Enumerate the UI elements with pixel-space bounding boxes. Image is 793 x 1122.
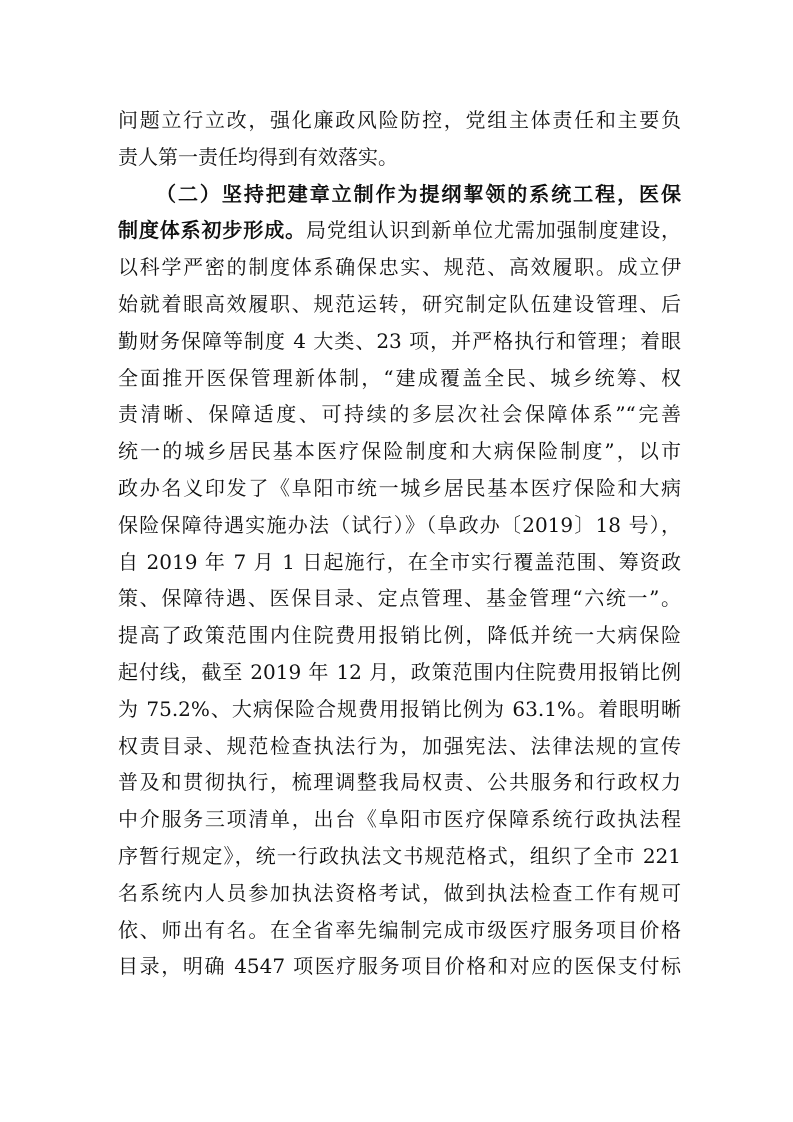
text-line: 起付线，截至 2019 年 12 月，政策范围内住院费用报销比例 (118, 659, 681, 684)
text-line: 全面推开医保管理新体制，“建成覆盖全民、城乡统筹、权 (118, 365, 681, 390)
text-line: 自 2019 年 7 月 1 日起施行，在全市实行覆盖范围、筹资政 (118, 549, 681, 574)
text-line: 权责目录、规范检查执法行为，加强宪法、法律法规的宣传 (118, 733, 681, 758)
text-line (118, 212, 681, 249)
text-line: 政办名义印发了《阜阳市统一城乡居民基本医疗保险和大病 (118, 475, 681, 500)
text-run: 局党组认识到新单位尤需加强制度建设， (305, 218, 682, 243)
text-line: 中介服务三项清单，出台《阜阳市医疗保障系统行政执法程 (118, 807, 681, 832)
text-line: 始就着眼高效履职、规范运转，研究制定队伍建设管理、后 (118, 291, 681, 316)
section-heading-tail: 制度体系初步形成。 (118, 218, 306, 243)
text-line: 以科学严密的制度体系确保忠实、规范、高效履职。成立伊 (118, 255, 681, 280)
text-line: 责清晰、保障适度、可持续的多层次社会保障体系”“完善 (118, 402, 681, 427)
text-line: 提高了政策范围内住院费用报销比例，降低并统一大病保险 (118, 623, 681, 648)
document-body (118, 102, 681, 985)
section-heading-text: （二）坚持把建章立制作为提纲挈领的系统工程，医保 (156, 181, 681, 206)
section-heading (118, 176, 681, 213)
text-line: 为 75.2%、大病保险合规费用报销比例为 63.1%。着眼明晰 (118, 696, 681, 721)
text-line: 依、师出有名。在全省率先编制完成市级医疗服务项目价格 (118, 917, 681, 942)
text-line: 勤财务保障等制度 4 大类、23 项，并严格执行和管理；着眼 (118, 328, 681, 353)
text-line: 名系统内人员参加执法资格考试，做到执法检查工作有规可 (118, 880, 681, 905)
text-line: 普及和贯彻执行，梳理调整我局权责、公共服务和行政权力 (118, 770, 681, 795)
text-line: 责人第一责任均得到有效落实。 (118, 144, 398, 169)
text-line: 策、保障待遇、医保目录、定点管理、基金管理“六统一”。 (118, 586, 681, 611)
text-line: 问题立行立改，强化廉政风险防控，党组主体责任和主要负 (118, 108, 681, 132)
text-line: 统一的城乡居民基本医疗保险制度和大病保险制度”，以市 (118, 439, 681, 464)
text-line: 保险保障待遇实施办法（试行）》（阜政办〔2019〕18 号）， (118, 512, 681, 537)
text-line: 目录，明确 4547 项医疗服务项目价格和对应的医保支付标 (118, 954, 681, 979)
text-line: 序暂行规定》，统一行政执法文书规范格式，组织了全市 221 (118, 843, 681, 868)
